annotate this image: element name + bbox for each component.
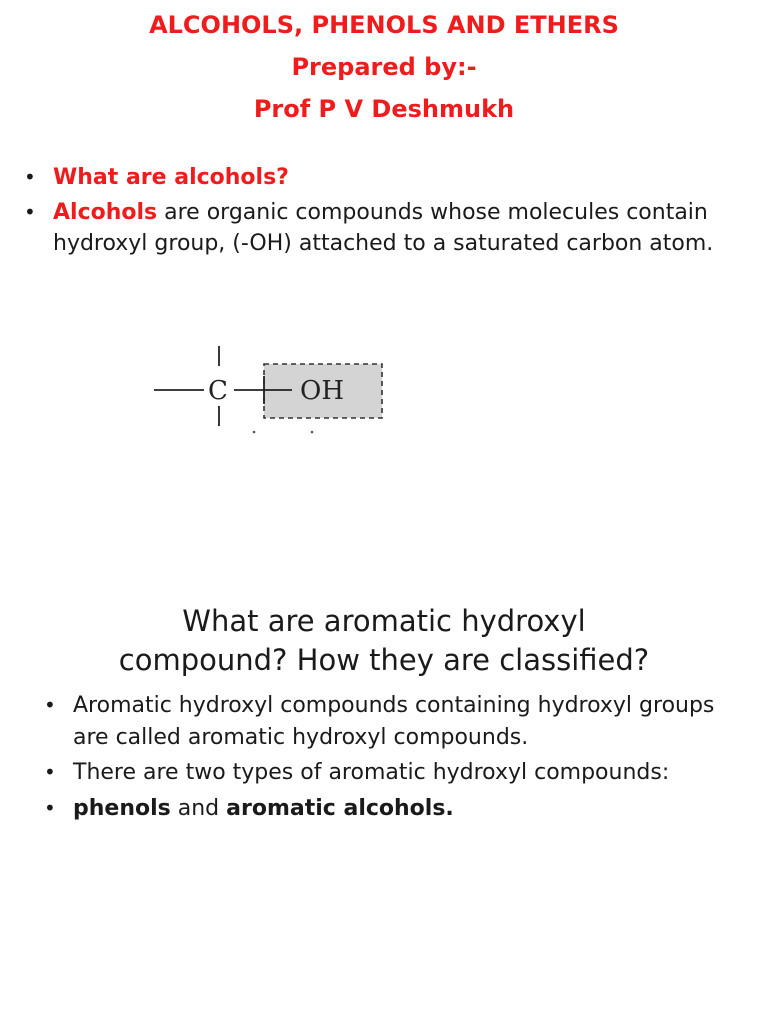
carbon-atom: C [208, 376, 228, 406]
bullet-types-list [42, 793, 732, 825]
aromatic-bullet-list [42, 690, 732, 828]
title-line-3: Prof P V Deshmukh [253, 95, 515, 123]
bullet-alcohols-definition [22, 197, 722, 259]
definition-text: are organic compounds whose molecules contain hydroxyl group, (-OH) attached to a saturated carbon atom. [53, 200, 714, 256]
bullet-dot: • [24, 200, 36, 224]
bullet-dot: • [44, 693, 56, 717]
bullet-text: There are two types of aromatic hydroxyl compounds: [73, 760, 670, 785]
term-aromatic-alcohols: aromatic alcohols. [226, 795, 454, 821]
conjunction-and: and [170, 795, 227, 821]
bullet-dot: • [44, 795, 56, 820]
bullet-dot: • [44, 760, 56, 784]
question-text: What are alcohols? [53, 165, 289, 190]
heading-line-2: compound? How they are classified? [118, 643, 650, 677]
title-line-2: Prepared by:- [291, 53, 477, 81]
hydroxyl-group: OH [300, 376, 344, 406]
title-line-1: ALCOHOLS, PHENOLS AND ETHERS [149, 11, 619, 39]
bullet-text: Aromatic hydroxyl compounds containing hydroxyl groups are called aromatic hydroxyl compounds. [73, 693, 715, 750]
slide-title [0, 4, 768, 130]
bullet-dot: • [24, 165, 36, 189]
section-heading [0, 602, 768, 680]
bullet-what-are-alcohols [22, 162, 722, 193]
bullet-two-types [42, 757, 732, 789]
heading-line-1: What are aromatic hydroxyl [182, 604, 586, 638]
term-alcohols: Alcohols [53, 200, 158, 225]
term-phenols: phenols [73, 795, 171, 821]
alcohols-bullet-list [22, 162, 722, 263]
bullet-aromatic-definition [42, 690, 732, 753]
hydroxyl-structure-diagram [150, 340, 400, 440]
